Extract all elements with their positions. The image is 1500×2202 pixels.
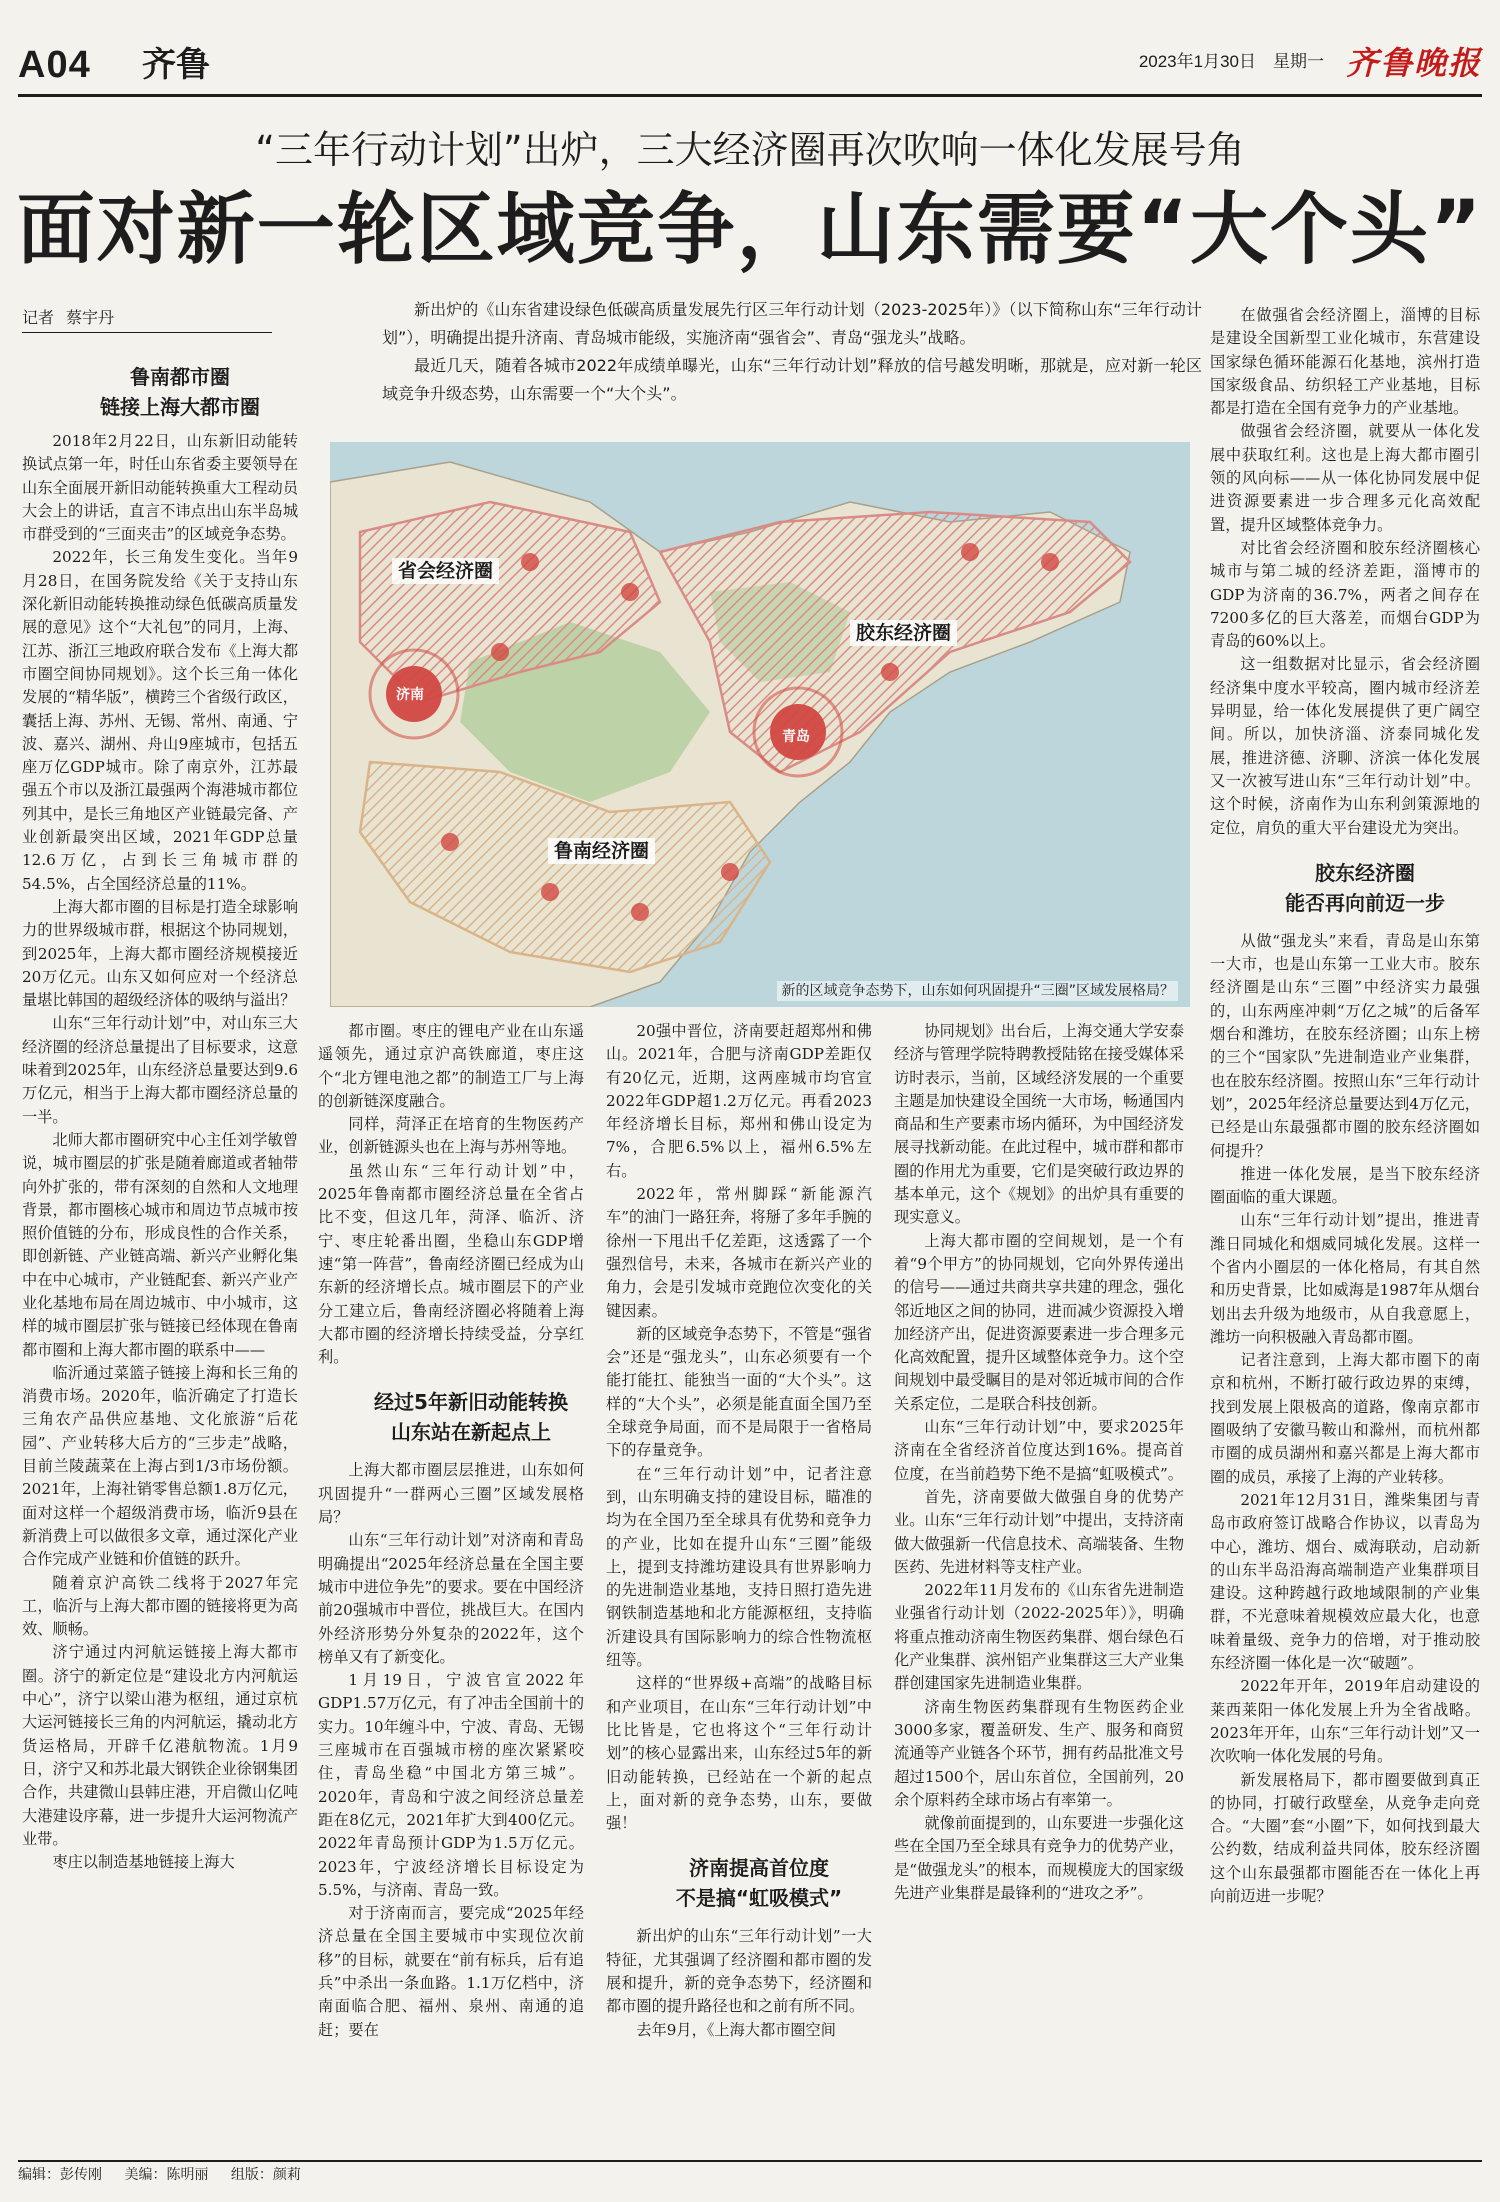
subhead-jiaodong-2: 能否再向前迈一步 [1285,890,1445,915]
body-paragraph: 对于济南而言，要完成“2025年经济总量在全国主要城市中实现位次前移”的目标，就要在“前有标兵，后有追兵”中杀出一条血路。1.1万亿档中，济南面临合肥、福州、泉州、南通的追赶；要在 [318,1904,584,2039]
body-paragraph: 随着京沪高铁二线将于2027年完工，临沂与上海大都市圈的链接将更为高效、顺畅。 [22,1573,298,1639]
article-kicker: “三年行动计划”出炉，三大经济圈再次吹响一体化发展号角 [255,128,1245,172]
label-provincial-circle: 省会经济圈 [392,558,499,584]
byline-name: 蔡宇丹 [66,308,115,327]
body-paragraph: 新发展格局下，都市圈要做到真正的协同，打破行政壁垒，从竞争走向竞合。“大圈”套“小圈”下，如何找到最大公约数，结成利益共同体，胶东经济圈这个山东最强都市圈能否在一体化上再向前迈进一步呢？ [1210,1770,1480,1905]
body-paragraph: 这样的“世界级+高端”的战略目标和产业项目，在山东“三年行动计划”中比比皆是，它也将这个“三年行动计划”的核心显露出来，山东经过5年的新旧动能转换，已经站在一个新的起点上，面对新的竞争态势，山东，要做强！ [606,1674,872,1833]
section-name: 齐鲁 [142,45,210,85]
page-number: A04 [18,44,91,86]
map-figure [330,442,1190,1007]
label-lunan-circle: 鲁南经济圈 [548,838,655,864]
body-paragraph: 虽然山东“三年行动计划”中，2025年鲁南都市圈经济总量在全省占比不变，但这几年，菏泽、临沂、济宁、枣庄轮番出圈，坐稳山东GDP增速“第一阵营”，鲁南经济圈已经成为山东新的经济增长点。城市圈层下的产业分工建立后，鲁南经济圈必将随着上海大都市圈的经济增长持续受益，分享红利。 [318,1161,584,1367]
column-3 [606,1020,872,2152]
body-paragraph: 济宁通过内河航运链接上海大都市圈。济宁的新定位是“建设北方内河航运中心”，济宁以梁山港为枢纽，通过京杭大运河链接长三角的内河航运，撬动北方货运格局，开辟千亿港航物流。1月9日，济宁又和苏北最大钢铁企业徐钢集团合作，共建微山县韩庄港，开启微山亿吨大港建设序幕，进一步提升大运河物流产业带。 [22,1643,298,1848]
body-paragraph: 都市圈。枣庄的锂电产业在山东遥遥领先，通过京沪高铁廊道，枣庄这个“北方锂电池之都”的制造工厂与上海的创新链深度融合。 [318,1022,584,1110]
shandong-map [330,442,1190,1007]
body-paragraph: 上海大都市圈层层推进，山东如何巩固提升“一群两心三圈”区域发展格局？ [318,1461,584,1527]
page-footer [18,2160,1482,2188]
column-5-body-b [1210,930,1480,1908]
body-paragraph: 山东“三年行动计划”中，对山东三大经济圈的经济总量提出了目标要求，这意味着到2025年，山东经济总量要达到9.6万亿元，相当于上海大都市圈经济总量的一半。 [22,1014,298,1126]
byline-label: 记者 [22,308,55,327]
body-paragraph: 从做“强龙头”来看，青岛是山东第一大市，也是山东第一工业大市。胶东经济圈是山东“三圈”中经济实力最强的，山东两座冲刺“万亿之城”的后备军烟台和潍坊，在胶东经济圈；山东上榜的三个“国家队”先进制造业产业集群，也在胶东经济圈。按照山东“三年行动计划”，2025年经济总量要达到4万亿元，已经是山东最强都市圈的胶东经济圈如何提升？ [1210,931,1480,1160]
body-paragraph: 就像前面提到的，山东要进一步强化这些在全国乃至全球具有竞争力的优势产业，是“做强龙头”的根本，而规模庞大的国家级先进产业集群是最锋利的“进攻之矛”。 [894,1814,1184,1902]
city-qingdao: 青岛 [782,729,810,745]
body-paragraph: 20强中晋位，济南要赶超郑州和佛山。2021年，合肥与济南GDP差距仅有20亿元，近期，这两座城市均官宣2022年GDP超1.2万亿元。再看2023年经济增长目标，郑州和佛山设定为7%，合肥6.5%以上，福州6.5%左右。 [606,1022,872,1180]
body-paragraph: 临沂通过菜篮子链接上海和长三角的消费市场。2020年，临沂确定了打造长三角农产品供应基地、文化旅游“后花园”、产业转移大后方的“三步走”战略，目前兰陵蔬菜在上海占到1/3市场份额。2021年，上海社销零售总额1.8万亿元，面对这样一个超级消费市场，临沂9县在新消费上可以做很多文章，通过深化产业合作完成产业链和价值链的跃升。 [22,1363,298,1569]
article-lead [382,296,1202,408]
city-dot [621,583,639,601]
column-5-body-a [1210,304,1480,840]
city-dot [1041,553,1059,571]
body-paragraph: 北师大都市圈研究中心主任刘学敏曾说，城市圈层的扩张是随着廊道或者轴带向外扩张的，带有深刻的自然和人文地理背景，都市圈核心城市和周边节点城市按照价值链的分布，形成良性的合作关系，即创新链、产业链高端、新兴产业孵化集中在中心城市，产业链配套、新兴产业产业化基地布局在周边城市、中小城市，这样的城市圈层扩张与链接已经体现在鲁南都市圈和上海大都市圈的联系中—— [22,1130,298,1359]
subhead-jinan-2: 不是搞“虹吸模式” [675,1886,843,1911]
column-4 [894,1020,1184,2152]
body-paragraph: 山东“三年行动计划”提出，推进青潍日同城化和烟威同城化发展。这样一个省内小圈层的一体化格局，有其自然和历史背景，比如威海是1987年从烟台划出去升级为地级市，从自我意愿上，潍坊一向积极融入青岛都市圈。 [1210,1211,1480,1346]
column-4-body [894,1020,1184,1905]
body-paragraph: 2022年11月发布的《山东省先进制造业强省行动计划（2022-2025年）》，明确将重点推动济南生物医药集群、烟台绿色石化产业集群、滨州铝产业集群这三大产业集群创建国家先进制造业集群。 [894,1581,1184,1693]
city-dot [881,663,899,681]
footer-designer: 美编：陈明丽 [124,2167,209,2183]
subhead-jinan: 济南提高首位度 [689,1856,829,1881]
body-paragraph: 2022年开年，2019年启动建设的莱西莱阳一体化发展上升为全省战略。2023年开年，山东“三年行动计划”又一次吹响一体化发展的号角。 [1210,1677,1480,1766]
subhead-lunan: 鲁南都市圈 [130,365,230,389]
column-2-body-a [318,1020,584,1369]
city-jinan: 济南 [396,687,424,703]
lead-paragraph: 最近几天，随着各城市2022年成绩单曝光，山东“三年行动计划”释放的信号越发明晰，那就是，应对新一轮区域竞争升级态势，山东需要一个“大个头”。 [382,356,1202,403]
column-3-body-b [606,1925,872,2041]
body-paragraph: 枣庄以制造基地链接上海大 [52,1853,235,1872]
city-dot [541,883,559,901]
body-paragraph: 在“三年行动计划”中，记者注意到，山东明确支持的建设目标，瞄准的均为在全国乃至全球具有优势和竞争力的产业，比如在提升山东“三圈”能级上，提到支持潍坊建设具有世界影响力的先进制造业基地，支持日照打造先进钢铁制造基地和北方能源枢纽，支持临沂建设具有国际影响力的综合性物流枢纽等。 [606,1464,872,1670]
city-dot [961,543,979,561]
body-paragraph: 1月19日，宁波官宣2022年GDP1.57万亿元，有了冲击全国前十的实力。10年缠斗中，宁波、青岛、无锡三座城市在百强城市榜的座次紧紧咬住，青岛坐稳“中国北方第三城”。2020年，青岛和宁波之间经济总量差距在8亿元，2021年扩大到400亿元。2022年青岛预计GDP为1.5万亿元。2023年，宁波经济增长目标设定为5.5%，与济南、青岛一致。 [318,1671,584,1899]
lead-paragraph: 新出炉的《山东省建设绿色低碳高质量发展先行区三年行动计划（2023-2025年）》（以下简称山东“三年行动计划”），明确提出提升济南、青岛城市能级，实施济南“强省会”、青岛“强龙头”战略。 [382,300,1202,347]
article-headline: 面对新一轮区域竞争，山东需要“大个头” [16,185,1484,275]
body-paragraph: 2018年2月22日，山东新旧动能转换试点第一年，时任山东省委主要领导在山东全面展开新旧动能转换重大工程动员大会上的讲话，直言不讳点出山东半岛城市群受到的“三面夹击”的区域竞争态势。 [22,432,298,544]
byline [22,306,272,333]
body-paragraph: 上海大都市圈的目标是打造全球影响力的世界级城市群，根据这个协同规划，到2025年，上海大都市圈经济规模接近20万亿元。山东又如何应对一个经济总量堪比韩国的超级经济体的吸纳与溢出？ [22,897,298,1010]
subhead-jiaodong: 胶东经济圈 [1315,860,1415,885]
column-2 [318,1020,584,2152]
footer-proof: 组版：颜莉 [230,2167,301,2183]
map-caption: 新的区域竞争态势下，山东如何巩固提升“三圈”区域发展格局？ [777,981,1178,1001]
footer-editor: 编辑：彭传刚 [18,2167,102,2183]
body-paragraph: 协同规划》出台后，上海交通大学安泰经济与管理学院特聘教授陆铭在接受媒体采访时表示，当前，区域经济发展的一个重要主题是加快建设全国统一大市场，畅通国内商品和生产要素市场内循环，为中国经济发展寻找新动能。在此过程中，城市群和都市圈的作用尤为重要，它们是突破行政边界的基本单元，这个《规划》的出炉具有重要的现实意义。 [894,1022,1184,1227]
city-dot [491,643,509,661]
subhead-lunan-2: 链接上海大都市圈 [100,395,260,419]
body-paragraph: 推进一体化发展，是当下胶东经济圈面临的重大课题。 [1210,1164,1480,1207]
body-paragraph: 去年9月，《上海大都市圈空间 [636,2020,836,2039]
body-paragraph: 新出炉的山东“三年行动计划”一大特征，尤其强调了经济圈和都市圈的发展和提升，新的竞争态势下，经济圈和都市圈的提升路径也和之前有所不同。 [606,1927,872,2016]
city-dot [441,833,459,851]
body-paragraph: 2022年，长三角发生变化。当年9月28日，在国务院发给《关于支持山东深化新旧动能转换推动绿色低碳高质量发展的意见》这个“大礼包”的同月，上海、江苏、浙江三地政府联合发布《上海大都市圈空间协同规划》。这个长三角一体化发展的“精华版”，横跨三个省级行政区，囊括上海、苏州、无锡、常州、南通、宁波、嘉兴、湖州、舟山9座城市，包括五座万亿GDP城市。除了南京外，江苏最强五个市以及浙江最强两个海港城市都位列其中，是长三角地区产业链最完备、产业创新最突出区域，2021年GDP总量12.6万亿，占到长三角城市群的54.5%，占全国经济总量的11%。 [22,548,298,893]
body-paragraph: 记者注意到，上海大都市圈下的南京和杭州，不断打破行政边界的束缚，找到发展上限极高的道路，像南京都市圈吸纳了安徽马鞍山和滁州，而杭州都市圈的成员湖州和嘉兴都是上海大都市圈的成员，承接了上海的产业转移。 [1210,1351,1480,1486]
body-paragraph: 2021年12月31日，潍柴集团与青岛市政府签订战略合作协议，以青岛为中心，潍坊、烟台、威海联动，启动新的山东半岛沿海高端制造产业集群项目建设。这种跨越行政地域限制的产业集群，不光意味着规模效应最大化，也意味着量级、竞争力的倍增，对于推动胶东经济圈一体化是一次“破题”。 [1210,1490,1480,1673]
body-paragraph: 做强省会经济圈，就要从一体化发展中获取红利。这也是上海大都市圈引领的风向标——从一体化协同发展中促进资源要素进一步合理多元化高效配置，提升区域整体竞争力。 [1210,422,1480,534]
city-dot [631,903,649,921]
body-paragraph: 上海大都市圈的空间规划，是一个有着“9个甲方”的协同规划，它向外界传递出的信号——通过共商共享共建的理念，强化邻近地区之间的协同，进而减少资源投入增加经济产出，促进资源要素进一步合理多元化高效配置，提升区域整体竞争力。这个空间规划中最受瞩目的是对邻近城市间的合作关系定位，二是联合科技创新。 [894,1231,1184,1413]
body-paragraph: 新的区域竞争态势下，不管是“强省会”还是“强龙头”，山东必须要有一个能打能扛、能独当一面的“大个头”。这样的“大个头”，必须是能直面全国乃至全球竞争局面，而不是局限于一省格局下的存量竞争。 [606,1324,872,1460]
column-5 [1210,304,1480,2152]
body-paragraph: 山东“三年行动计划”中，要求2025年济南在全省经济首位度达到16%。提高首位度，在当前趋势下绝不是搞“虹吸模式”。 [894,1418,1184,1483]
city-dot [521,553,539,571]
body-paragraph: 2022年，常州脚踩“新能源汽车”的油门一路狂奔，将掰了多年手腕的徐州一下甩出千亿差距，这透露了一个强烈信号，未来，各城市在新兴产业的角力，会是引发城市竞跑位次变化的关键因素。 [606,1185,872,1320]
subhead-new-start-2: 山东站在新起点上 [391,1420,551,1445]
issue-date: 2023年1月30日 [1138,52,1256,71]
column-1 [22,362,298,2152]
city-dot [721,863,739,881]
subhead-new-start: 经过5年新旧动能转换 [374,1390,568,1415]
body-paragraph: 首先，济南要做大做强自身的优势产业。山东“三年行动计划”中提出，支持济南做大做强新一代信息技术、高端装备、生物医药、先进材料等支柱产业。 [894,1487,1184,1576]
body-paragraph: 这一组数据对比显示，省会经济圈经济集中度水平较高，圈内城市经济差异明显，给一体化发展提供了更广阔空间。所以，加快济淄、济泰同城化发展，推进济德、济聊、济滨一体化发展又一次被写进山东“三年行动计划”中。这个时候，济南作为山东利剑策源地的定位，肩负的重大平台建设尤为突出。 [1210,655,1480,837]
body-paragraph: 济南生物医药集群现有生物医药企业3000多家，覆盖研发、生产、服务和商贸流通等产业链各个环节，拥有药品批准文号超过1500个，居山东首位，全国前列，20余个原料药全球市场占有率第一。 [894,1697,1184,1809]
paper-logo: 齐鲁晚报 [1345,44,1482,82]
body-paragraph: 同样，菏泽正在培育的生物医药产业，创新链源头也在上海与苏州等地。 [318,1115,584,1157]
column-3-body-a [606,1020,872,1835]
body-paragraph: 对比省会经济圈和胶东经济圈核心城市与第二城的经济差距，淄博市的GDP为济南的36.7%，两者之间存在7200多亿的巨大落差，而烟台GDP为青岛的60%以上。 [1210,538,1480,651]
label-jiaodong-circle: 胶东经济圈 [850,620,957,646]
body-paragraph: 在做强省会经济圈上，淄博的目标是建设全国新型工业化城市，东营建设国家绿色循环能源石化基地，滨州打造国家级食品、纺织轻工产业基地，目标都是打造在全国有竞争力的产业基地。 [1210,306,1480,418]
masthead [18,40,1482,97]
column-2-body-b [318,1459,584,2041]
column-1-body [22,430,298,1874]
issue-weekday: 星期一 [1273,52,1324,72]
body-paragraph: 山东“三年行动计划”对济南和青岛明确提出“2025年经济总量在全国主要城市中进位争先”的要求。要在中国经济前20强城市中晋位，挑战巨大。在国内外经济形势分外复杂的2022年，这个榜单又有了新变化。 [318,1531,584,1666]
